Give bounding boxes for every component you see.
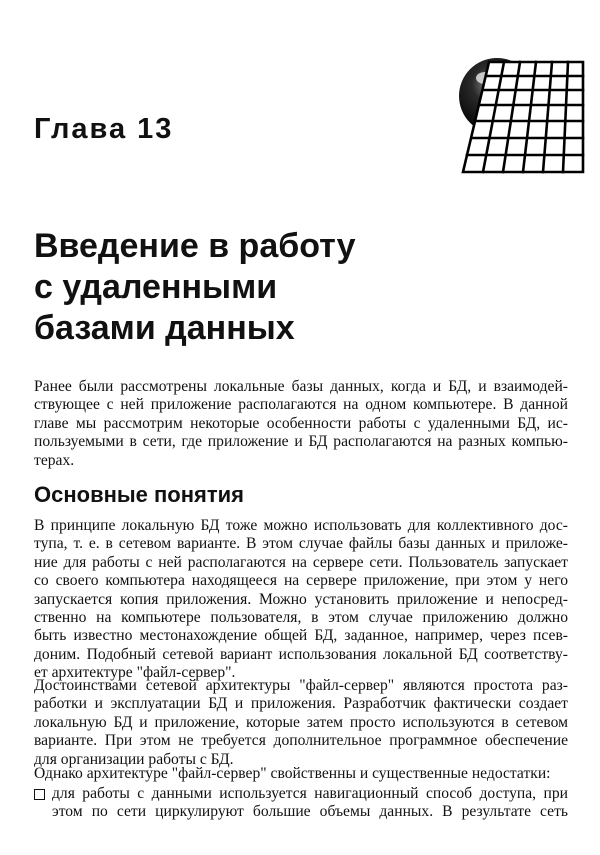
chapter-sphere-grid-icon bbox=[455, 42, 587, 180]
text-line: тупа, т. е. в сетевом варианте. В этом случае файлы базы данных и приложе- bbox=[34, 535, 568, 553]
text-line: ствующее с ней приложение располагаются на одном компьютере. В данной bbox=[34, 396, 568, 414]
intro-paragraph bbox=[34, 378, 568, 470]
text-line: для работы с данными используется навигационный способ доступа, при bbox=[52, 785, 568, 802]
text-line: доним. Подобный сетевой вариант использования локальной БД соответству- bbox=[34, 645, 568, 663]
text-line: терах. bbox=[34, 451, 75, 469]
text-line: ет архитектуре "файл-сервер". bbox=[34, 664, 236, 682]
text-line: Достоинствами сетевой архитектуры "файл-сервер" являются простота раз- bbox=[34, 677, 568, 694]
text-line: Однако архитектуре "файл-сервер" свойственны и существенные недостатки: bbox=[34, 765, 551, 782]
text-line: ственно на компьютере пользователя, в этом случае приложению должно bbox=[34, 609, 568, 627]
section-paragraph-3 bbox=[34, 765, 568, 783]
chapter-title bbox=[34, 226, 574, 349]
section-paragraph-2 bbox=[34, 677, 568, 769]
text-line: В принципе локальную БД тоже можно использовать для коллективного дос- bbox=[34, 517, 568, 534]
bullet-square-icon bbox=[34, 789, 45, 800]
section-paragraph-1 bbox=[34, 517, 568, 683]
chapter-title-line: с удаленными bbox=[34, 268, 278, 306]
text-line: ние для работы с ней располагаются на сервере сети. Пользователь запускает bbox=[34, 553, 568, 571]
text-line: со своего компьютера находящееся на сервере приложение, при этом у него bbox=[34, 572, 568, 590]
chapter-label: Глава 13 bbox=[34, 113, 174, 145]
bullet-item bbox=[52, 785, 568, 822]
text-line: работки и эксплуатации БД и приложения. Разработчик фактически создает bbox=[34, 695, 568, 713]
section-title: Основные понятия bbox=[34, 482, 245, 507]
text-line: быть известно местонахождение общей БД, заданное, например, через псев- bbox=[34, 627, 568, 645]
chapter-title-line: Введение в работу bbox=[34, 227, 356, 265]
text-line: Ранее были рассмотрены локальные базы данных, когда и БД, и взаимодей- bbox=[34, 378, 568, 395]
text-line: этом по сети циркулируют большие объемы данных. В результате сеть bbox=[52, 803, 568, 821]
text-line: запускается копия приложения. Можно установить приложение и непосред- bbox=[34, 590, 568, 608]
chapter-title-line: базами данных bbox=[34, 309, 295, 347]
text-line: для организации работы с БД. bbox=[34, 750, 234, 768]
text-line: пользуемыми в сети, где приложение и БД располагаются на разных компью- bbox=[34, 433, 568, 451]
text-line: главе мы рассмотрим некоторые особенности работы с удаленными БД, ис- bbox=[34, 414, 568, 432]
text-line: варианте. При этом не требуется дополнительное программное обеспечение bbox=[34, 732, 568, 750]
text-line: локальную БД и приложение, которые затем просто используются в сетевом bbox=[34, 713, 568, 731]
